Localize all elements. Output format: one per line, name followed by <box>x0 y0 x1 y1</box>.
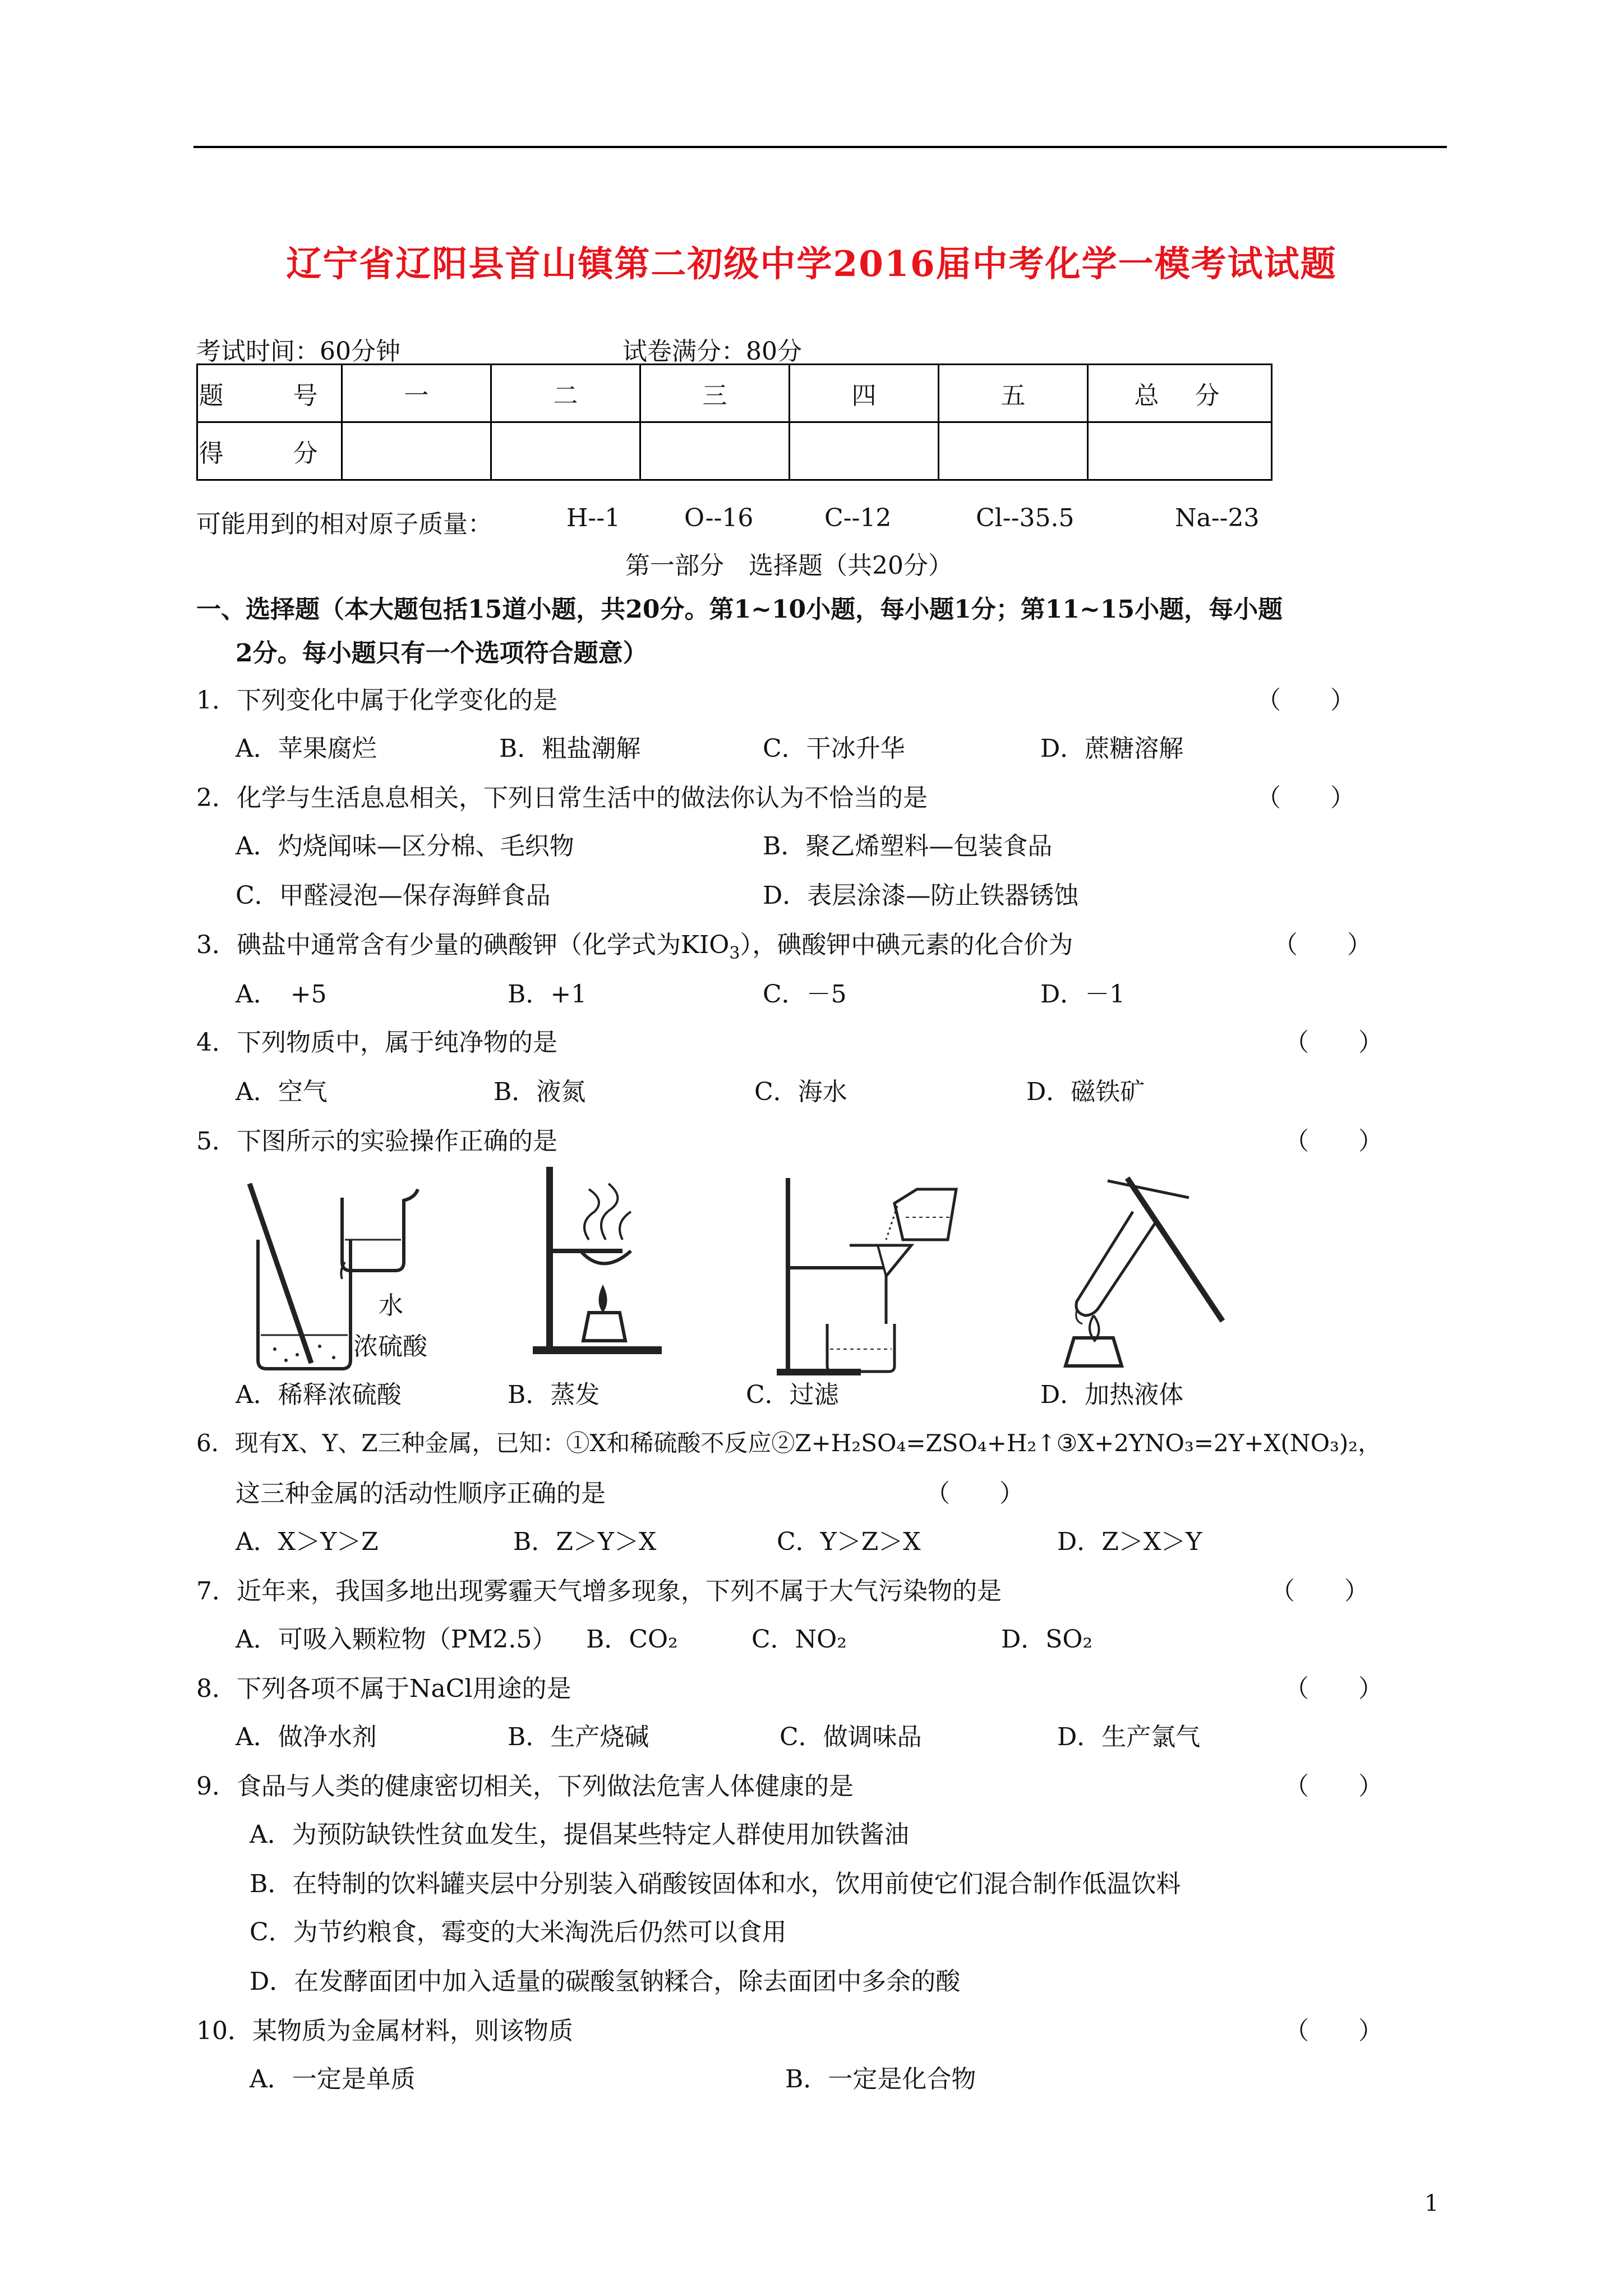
q3-option-a: A． +5 <box>236 980 327 1009</box>
page-title: 辽宁省辽阳县首山镇第二初级中学2016届中考化学一模考试试题 <box>286 243 1337 284</box>
atomic-mass-h: H--1 <box>566 504 621 532</box>
q4-option-c: C．海水 <box>754 1078 847 1106</box>
q7-stem: 7．近年来，我国多地出现雾霾天气增多现象，下列不属于大气污染物的是 <box>196 1577 1002 1605</box>
pouring-cup <box>342 1189 418 1271</box>
q3-stem-subscript: 3 <box>729 943 740 963</box>
steam-line <box>584 1189 599 1240</box>
q8-option-b: B．生产烧碱 <box>508 1723 649 1751</box>
test-tube <box>1076 1212 1155 1315</box>
q8-stem: 8．下列各项不属于NaCl用途的是 <box>196 1674 571 1703</box>
score-cell <box>790 422 939 480</box>
score-header-3: 三 <box>640 365 790 422</box>
atomic-mass-o: O--16 <box>684 504 754 532</box>
q9-option-c: C．为节约粮食，霉变的大米淘洗后仍然可以食用 <box>250 1918 787 1947</box>
receiving-beaker <box>827 1324 895 1372</box>
q7-option-b: B．CO₂ <box>586 1625 678 1654</box>
q2-stem: 2．化学与生活息息相关，下列日常生活中的做法你认为不恰当的是 <box>196 784 928 812</box>
label-water: 水 <box>379 1291 403 1320</box>
score-table-score-row <box>197 422 1272 480</box>
q1-answer-bracket: （ ） <box>1256 686 1355 715</box>
score-table-header-row <box>197 365 1272 422</box>
q4-option-d: D．磁铁矿 <box>1026 1078 1145 1106</box>
q8-answer-bracket: （ ） <box>1284 1674 1383 1703</box>
q5-option-c: C．过滤 <box>746 1381 839 1409</box>
score-header-label: 题 号 <box>197 365 342 422</box>
q10-stem: 10．某物质为金属材料，则该物质 <box>196 2017 573 2045</box>
atomic-mass-label: 可能用到的相对原子质量： <box>196 510 492 539</box>
figure-heating-liquid <box>1054 1172 1256 1374</box>
q4-answer-bracket: （ ） <box>1284 1028 1383 1057</box>
q2-option-d: D．表层涂漆—防止铁器锈蚀 <box>763 881 1079 910</box>
q3-option-c: C．－5 <box>763 980 847 1009</box>
score-header-1: 一 <box>342 365 491 422</box>
q7-option-c: C．NO₂ <box>751 1625 847 1654</box>
q3-answer-bracket: （ ） <box>1273 931 1372 959</box>
header-rule <box>193 146 1447 148</box>
section1-heading-line2: 2分。每小题只有一个选项符合题意） <box>236 639 648 668</box>
q6-option-b: B．Z＞Y＞X <box>513 1527 657 1556</box>
q5-option-b: B．蒸发 <box>508 1381 600 1409</box>
q3-option-b: B．+1 <box>508 980 587 1009</box>
label-conc-acid: 浓硫酸 <box>353 1332 427 1361</box>
score-cell <box>939 422 1088 480</box>
figure-dilute-acid <box>236 1167 460 1380</box>
q6-answer-bracket: （ ） <box>925 1479 1024 1508</box>
q6-stem-line2: 这三种金属的活动性顺序正确的是 <box>236 1479 606 1508</box>
score-header-2: 二 <box>491 365 640 422</box>
q7-answer-bracket: （ ） <box>1270 1577 1369 1605</box>
q6-option-a: A．X＞Y＞Z <box>236 1527 379 1556</box>
q8-option-d: D．生产氯气 <box>1057 1723 1201 1751</box>
section1-heading-line1: 一、选择题（本大题包括15道小题，共20分。第1~10小题，每小题1分；第11~15小题，每小题 <box>196 595 1283 624</box>
steam-line <box>620 1212 631 1240</box>
score-cell <box>1088 422 1272 480</box>
q8-option-c: C．做调味品 <box>780 1723 922 1751</box>
q9-stem: 9．食品与人类的健康密切相关，下列做法危害人体健康的是 <box>196 1772 854 1801</box>
score-table <box>196 364 1272 481</box>
page-number: 1 <box>1424 2191 1439 2216</box>
figure-evaporation <box>527 1156 673 1369</box>
q6-stem-line1: 6．现有X、Y、Z三种金属，已知：①X和稀硫酸不反应②Z+H₂SO₄=ZSO₄+H₂↑③X+2YNO₃=2Y+X(NO₃)₂， <box>196 1429 1382 1457</box>
q4-stem: 4．下列物质中，属于纯净物的是 <box>196 1028 557 1057</box>
q10-option-a: A．一定是单质 <box>250 2065 416 2093</box>
score-header-4: 四 <box>790 365 939 422</box>
exam-time: 考试时间：60分钟 <box>196 337 400 366</box>
q5-stem: 5．下图所示的实验操作正确的是 <box>196 1127 557 1156</box>
atomic-mass-c: C--12 <box>824 504 892 532</box>
score-header-total: 总 分 <box>1088 365 1272 422</box>
score-row-label: 得 分 <box>197 422 342 480</box>
q10-option-b: B．一定是化合物 <box>785 2065 976 2093</box>
q9-answer-bracket: （ ） <box>1284 1772 1383 1801</box>
atomic-mass-cl: Cl--35.5 <box>976 504 1075 532</box>
score-cell <box>342 422 491 480</box>
pouring-beaker <box>895 1189 956 1240</box>
full-score: 试卷满分：80分 <box>623 337 802 366</box>
q10-answer-bracket: （ ） <box>1284 2017 1383 2045</box>
q6-option-d: D．Z＞X＞Y <box>1057 1527 1202 1556</box>
q6-option-c: C．Y＞Z＞X <box>777 1527 921 1556</box>
q5-answer-bracket: （ ） <box>1284 1127 1383 1156</box>
stand-base <box>533 1346 662 1354</box>
q3-stem-part1: 3．碘盐中通常含有少量的碘酸钾（化学式为KIO <box>196 931 730 959</box>
q1-option-b: B．粗盐潮解 <box>499 734 641 763</box>
steam-line <box>601 1184 617 1240</box>
q8-option-a: A．做净水剂 <box>236 1723 377 1751</box>
q4-option-b: B．液氮 <box>494 1078 586 1106</box>
score-cell <box>491 422 640 480</box>
q1-option-a: A．苹果腐烂 <box>236 734 377 763</box>
q9-option-d: D．在发酵面团中加入适量的碳酸氢钠糅合，除去面团中多余的酸 <box>250 1967 961 1996</box>
alcohol-lamp <box>583 1313 625 1341</box>
q9-option-a: A．为预防缺铁性贫血发生，提倡某些特定人群使用加铁酱油 <box>250 1820 909 1849</box>
score-header-5: 五 <box>939 365 1088 422</box>
q1-option-c: C．干冰升华 <box>763 734 905 763</box>
q7-option-a: A．可吸入颗粒物（PM2.5） <box>236 1625 557 1654</box>
q2-option-c: C．甲醛浸泡—保存海鲜食品 <box>236 881 551 910</box>
q1-stem: 1．下列变化中属于化学变化的是 <box>196 686 557 715</box>
part1-heading: 第一部分 选择题（共20分） <box>625 551 953 580</box>
figure-filtration <box>771 1156 995 1380</box>
score-cell <box>640 422 790 480</box>
atomic-mass-na: Na--23 <box>1175 504 1260 532</box>
q9-option-b: B．在特制的饮料罐夹层中分别装入硝酸铵固体和水，饮用前使它们混合制作低温饮料 <box>250 1870 1181 1898</box>
q3-option-d: D．－1 <box>1040 980 1126 1009</box>
flame <box>599 1285 607 1313</box>
alcohol-lamp <box>1066 1338 1122 1366</box>
q5-option-a: A．稀释浓硫酸 <box>236 1381 402 1409</box>
q5-option-d: D．加热液体 <box>1040 1381 1184 1409</box>
q3-stem <box>196 924 1073 963</box>
q1-option-d: D．蔗糖溶解 <box>1040 734 1184 763</box>
q2-option-b: B．聚乙烯塑料—包装食品 <box>763 832 1053 861</box>
test-tube-holder <box>1127 1178 1223 1321</box>
q4-option-a: A．空气 <box>236 1078 328 1106</box>
q2-answer-bracket: （ ） <box>1256 784 1355 812</box>
q3-stem-part2: ），碘酸钾中碘元素的化合价为 <box>740 931 1073 959</box>
q7-option-d: D．SO₂ <box>1001 1625 1093 1654</box>
q2-option-a: A．灼烧闻味—区分棉、毛织物 <box>236 832 574 861</box>
